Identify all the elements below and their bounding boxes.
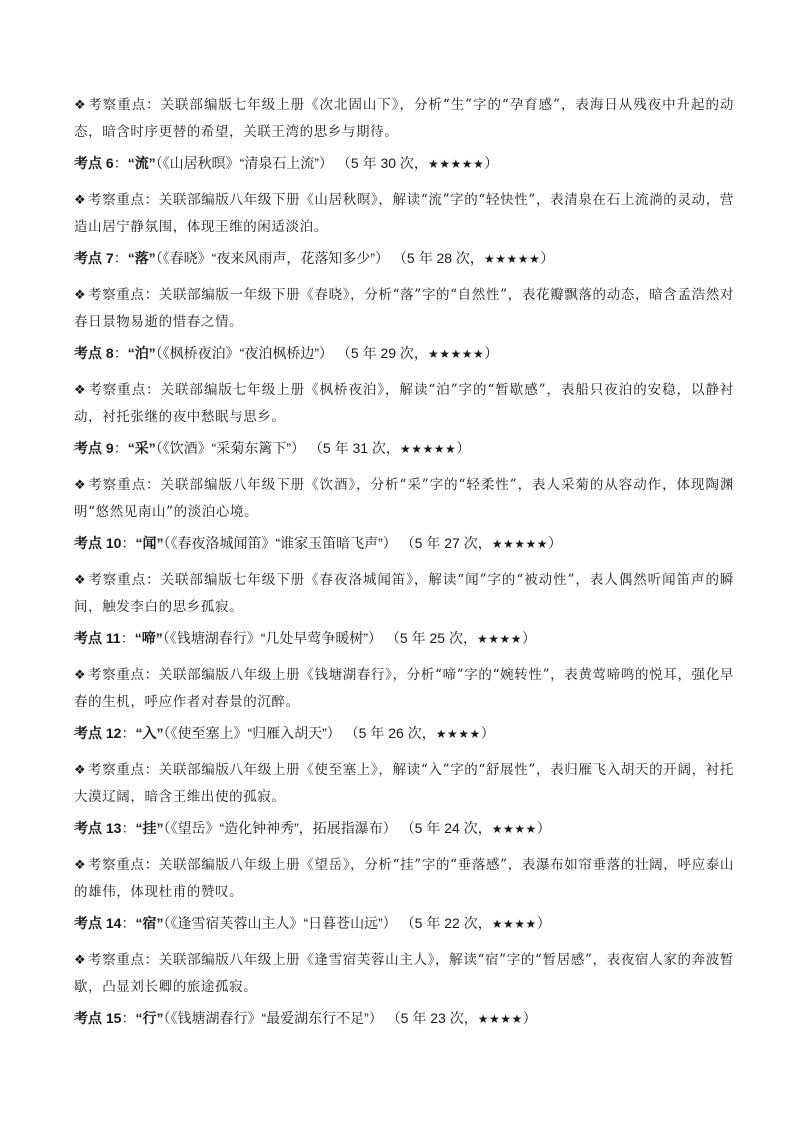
diamond-bullet-icon: ❖: [74, 668, 87, 683]
point-char: “挂”: [135, 820, 164, 836]
diamond-bullet-icon: ❖: [74, 383, 87, 398]
point-char: “流”: [127, 155, 156, 171]
point-12-heading: 考点 12：“入”（《使至塞上》“归雁入胡天”） （5 年 26 次，★★★★）: [74, 725, 495, 741]
point-9-note: [74, 472, 734, 526]
point-7-note: [74, 282, 734, 336]
diamond-bullet-icon: ❖: [74, 193, 87, 208]
point-source: （《使至塞上》“归雁入胡天”）: [163, 725, 341, 741]
point-source: （《望岳》“造化钟神秀”，拓展指瀑布）: [163, 820, 397, 836]
diamond-bullet-icon: ❖: [74, 953, 87, 968]
point-source: （《春夜洛城闻笛》“谁家玉笛暗飞声”）: [163, 535, 397, 551]
note-text: 考察重点：关联部编版七年级上册《枫桥夜泊》，解读“泊”字的“暂歇感”，表船只夜泊的安稳，以静衬动，衬托张继的夜中愁眠与思乡。: [74, 382, 734, 425]
point-8-heading: 考点 8：“泊”（《枫桥夜泊》“夜泊枫桥边”） （5 年 29 次，★★★★★）: [74, 345, 499, 361]
note-intro: [74, 92, 734, 146]
point-char: “啼”: [134, 630, 163, 646]
point-10-heading: 考点 10：“闻”（《春夜洛城闻笛》“谁家玉笛暗飞声”） （5 年 27 次，★★★★★）: [74, 535, 563, 551]
point-14-note: [74, 947, 734, 1001]
diamond-bullet-icon: ❖: [74, 98, 87, 113]
point-source: （《逢雪宿芙蓉山主人》“日暮苍山远”）: [163, 915, 397, 931]
point-frequency: （5 年 25 次，: [385, 630, 477, 646]
star-rating-icon: ★★★★: [476, 632, 522, 646]
point-label: 考点 6: [74, 155, 114, 171]
note-text: 考察重点：关联部编版八年级下册《山居秋暝》，解读“流”字的“轻快性”，表清泉在石上流淌的灵动，营造山居宁静氛围，体现王维的闲适淡泊。: [74, 192, 734, 235]
star-rating-icon: ★★★★: [491, 822, 537, 836]
point-frequency: （5 年 30 次，: [336, 155, 428, 171]
point-label: 考点 12: [74, 725, 122, 741]
note-text: 考察重点：关联部编版七年级上册《次北固山下》，分析“生”字的“孕育感”，表海日从残夜中升起的动态，暗含时序更替的希望，关联王湾的思乡与期待。: [74, 97, 734, 140]
note-text: 考察重点：关联部编版七年级下册《春夜洛城闻笛》，解读“闻”字的“被动性”，表人偶然听闻笛声的瞬间，触发李白的思乡孤寂。: [74, 572, 734, 615]
point-source: （《钱塘湖春行》“最爱湖东行不足”）: [163, 1010, 383, 1026]
point-13-heading: 考点 13：“挂”（《望岳》“造化钟神秀”，拓展指瀑布） （5 年 24 次，★★★★）: [74, 820, 551, 836]
note-text: 考察重点：关联部编版一年级下册《春晓》，分析“落”字的“自然性”，表花瓣飘落的动态，暗含孟浩然对春日景物易逝的惜春之情。: [74, 287, 734, 330]
point-10-note: [74, 567, 734, 621]
point-11-heading: 考点 11：“啼”（《钱塘湖春行》“几处早莺争暖树”） （5 年 25 次，★★★★）: [74, 630, 536, 646]
document-page: [74, 92, 734, 1042]
diamond-bullet-icon: ❖: [74, 858, 87, 873]
point-15-heading: 考点 15：“行”（《钱塘湖春行》“最爱湖东行不足”） （5 年 23 次，★★★★）: [74, 1010, 537, 1026]
point-source: （《枫桥夜泊》“夜泊枫桥边”）: [155, 345, 334, 361]
point-frequency: （5 年 28 次，: [392, 250, 484, 266]
point-char: “入”: [135, 725, 164, 741]
point-label: 考点 7: [74, 250, 114, 266]
note-text: 考察重点：关联部编版八年级上册《钱塘湖春行》，分析“啼”字的“婉转性”，表黄莺啼鸣的悦耳，强化早春的生机，呼应作者对春景的沉醉。: [74, 667, 734, 710]
point-frequency: （5 年 27 次，: [400, 535, 492, 551]
point-6-heading: 考点 6：“流”（《山居秋暝》“清泉石上流”） （5 年 30 次，★★★★★）: [74, 155, 499, 171]
diamond-bullet-icon: ❖: [74, 478, 87, 493]
star-rating-icon: ★★★★: [491, 917, 537, 931]
point-14-heading: 考点 14：“宿”（《逢雪宿芙蓉山主人》“日暮苍山远”） （5 年 22 次，★★★★）: [74, 915, 551, 931]
point-char: “闻”: [135, 535, 164, 551]
star-rating-icon: ★★★★★: [491, 537, 549, 551]
point-label: 考点 13: [74, 820, 122, 836]
point-label: 考点 15: [74, 1010, 122, 1026]
star-rating-icon: ★★★★★: [427, 347, 485, 361]
diamond-bullet-icon: ❖: [74, 763, 87, 778]
point-frequency: （5 年 22 次，: [400, 915, 492, 931]
diamond-bullet-icon: ❖: [74, 573, 87, 588]
point-6-note: [74, 187, 734, 241]
point-label: 考点 14: [74, 915, 122, 931]
star-rating-icon: ★★★★★: [427, 157, 485, 171]
point-8-note: [74, 377, 734, 431]
point-source: （《钱塘湖春行》“几处早莺争暖树”）: [162, 630, 383, 646]
point-frequency: （5 年 29 次，: [336, 345, 428, 361]
point-9-heading: 考点 9：“采”（《饮酒》“采菊东篱下”） （5 年 31 次，★★★★★）: [74, 440, 471, 456]
diamond-bullet-icon: ❖: [74, 288, 87, 303]
point-11-note: [74, 662, 734, 716]
point-frequency: （5 年 24 次，: [400, 820, 492, 836]
star-rating-icon: ★★★★: [435, 727, 481, 741]
point-char: “宿”: [135, 915, 164, 931]
point-12-note: [74, 757, 734, 811]
point-source: （《山居秋暝》“清泉石上流”）: [155, 155, 334, 171]
star-rating-icon: ★★★★★: [483, 252, 541, 266]
point-source: （《饮酒》“采菊东篱下”）: [155, 440, 306, 456]
note-text: 考察重点：关联部编版八年级上册《逢雪宿芙蓉山主人》，解读“宿”字的“暂居感”，表夜宿人家的奔波暂歇，凸显刘长卿的旅途孤寂。: [74, 952, 734, 995]
note-text: 考察重点：关联部编版八年级上册《望岳》，分析“挂”字的“垂落感”，表瀑布如帘垂落的壮阔，呼应泰山的雄伟，体现杜甫的赞叹。: [74, 857, 734, 900]
point-label: 考点 10: [74, 535, 122, 551]
point-label: 考点 9: [74, 440, 114, 456]
point-label: 考点 11: [74, 630, 121, 646]
point-frequency: （5 年 26 次，: [344, 725, 436, 741]
point-char: “泊”: [127, 345, 156, 361]
point-char: “采”: [127, 440, 156, 456]
point-char: “行”: [135, 1010, 164, 1026]
note-text: 考察重点：关联部编版八年级上册《使至塞上》，解读“入”字的“舒展性”，表归雁飞入胡天的开阔，衬托大漠辽阔，暗含王维出使的孤寂。: [74, 762, 734, 805]
note-text: 考察重点：关联部编版八年级下册《饮酒》，分析“采”字的“轻柔性”，表人采菊的从容动作，体现陶渊明“悠然见南山”的淡泊心境。: [74, 477, 734, 520]
star-rating-icon: ★★★★★: [399, 442, 457, 456]
point-frequency: （5 年 23 次，: [386, 1010, 478, 1026]
point-label: 考点 8: [74, 345, 114, 361]
point-frequency: （5 年 31 次，: [308, 440, 400, 456]
star-rating-icon: ★★★★: [477, 1012, 523, 1026]
point-source: （《春晓》“夜来风雨声，花落知多少”）: [155, 250, 390, 266]
point-char: “落”: [127, 250, 156, 266]
point-7-heading: 考点 7：“落”（《春晓》“夜来风雨声，花落知多少”） （5 年 28 次，★★★★★）: [74, 250, 555, 266]
point-13-note: [74, 852, 734, 906]
